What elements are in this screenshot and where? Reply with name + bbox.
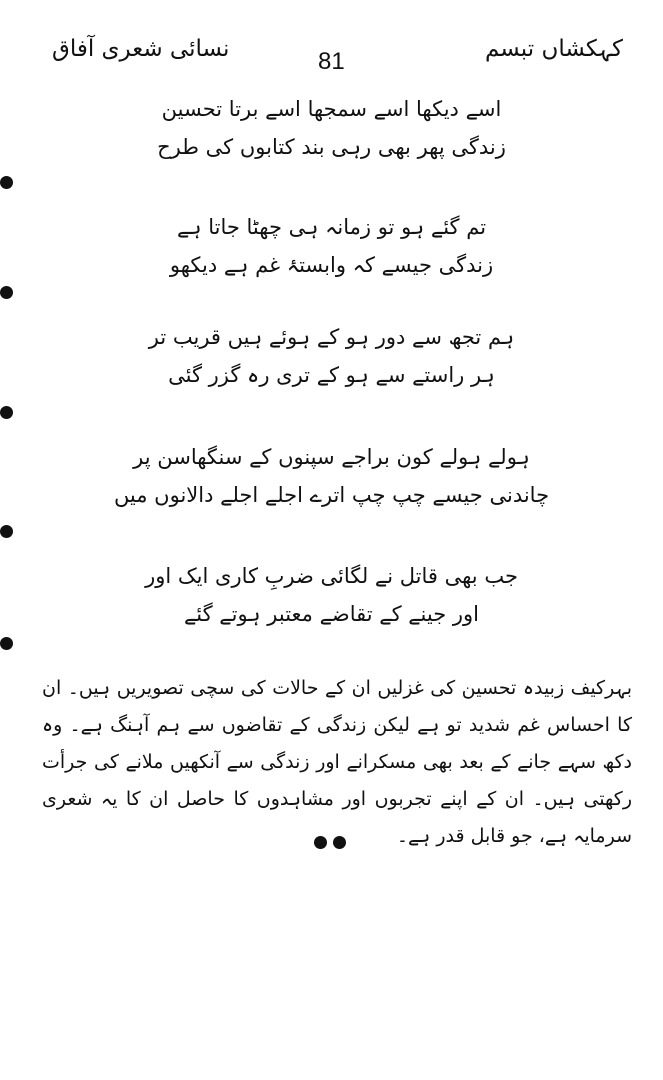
verse-line: ہم تجھ سے دور ہو کے ہوئے ہیں قریب تر — [148, 325, 515, 349]
couplet — [0, 438, 663, 514]
verse-line: اور جینے کے تقاضے معتبر ہوتے گئے — [183, 602, 479, 626]
ornament-dot — [333, 836, 346, 849]
verse-line: اسے دیکھا اسے سمجھا اسے برتا تحسین — [161, 97, 502, 121]
separator-dot — [0, 525, 13, 538]
verse-line: جب بھی قاتل نے لگائی ضربِ کاری ایک اور — [145, 564, 518, 588]
paragraph-text: بہرکیف زبیدہ تحسین کی غزلیں ان کے حالات کی سچی تصویریں ہیں۔ ان کا احساس غم شدید تو ہے لیکن زندگی کے تقاضوں سے ہم آہنگ ہے۔ وہ دکھ سہے جانے کے بعد بھی مسکرانے اور زندگی سے آنکھیں ملانے کی جرأت رکھتی ہیں۔ ان کے اپنے تجربوں اور مشاہدوں کا حاصل ان کا یہ شعری سرمایہ ہے، جو قابل قدر ہے۔ — [42, 677, 632, 847]
separator-dot — [0, 286, 13, 299]
running-title-book: نسائی شعری آفاق — [52, 36, 230, 62]
couplet — [0, 557, 663, 633]
couplet — [0, 90, 663, 166]
section-end-ornament — [314, 836, 354, 850]
prose-paragraph — [42, 670, 632, 855]
couplet — [0, 318, 663, 394]
separator-dot — [0, 637, 13, 650]
page-number: 81 — [318, 48, 345, 75]
verse-line: زندگی جیسے کہ وابستۂ غم ہے دیکھو — [169, 253, 494, 277]
verse-line: ہر راستے سے ہو کے تری رہ گزر گئی — [168, 363, 495, 387]
verse-line: چاندنی جیسے چپ چپ اترے اجلے اجلے دالانوں میں — [113, 483, 550, 507]
verse-line: تم گئے ہو تو زمانہ ہی چھٹا جاتا ہے — [176, 215, 487, 239]
separator-dot — [0, 406, 13, 419]
couplet — [0, 208, 663, 284]
page-header — [0, 30, 663, 80]
ornament-dot — [314, 836, 327, 849]
separator-dot — [0, 176, 13, 189]
running-title-chapter: کہکشاں تبسم — [484, 36, 623, 62]
verse-line: ہولے ہولے کون براجے سپنوں کے سنگھاسن پر — [133, 445, 530, 469]
verse-line: زندگی پھر بھی رہی بند کتابوں کی طرح — [157, 135, 506, 159]
